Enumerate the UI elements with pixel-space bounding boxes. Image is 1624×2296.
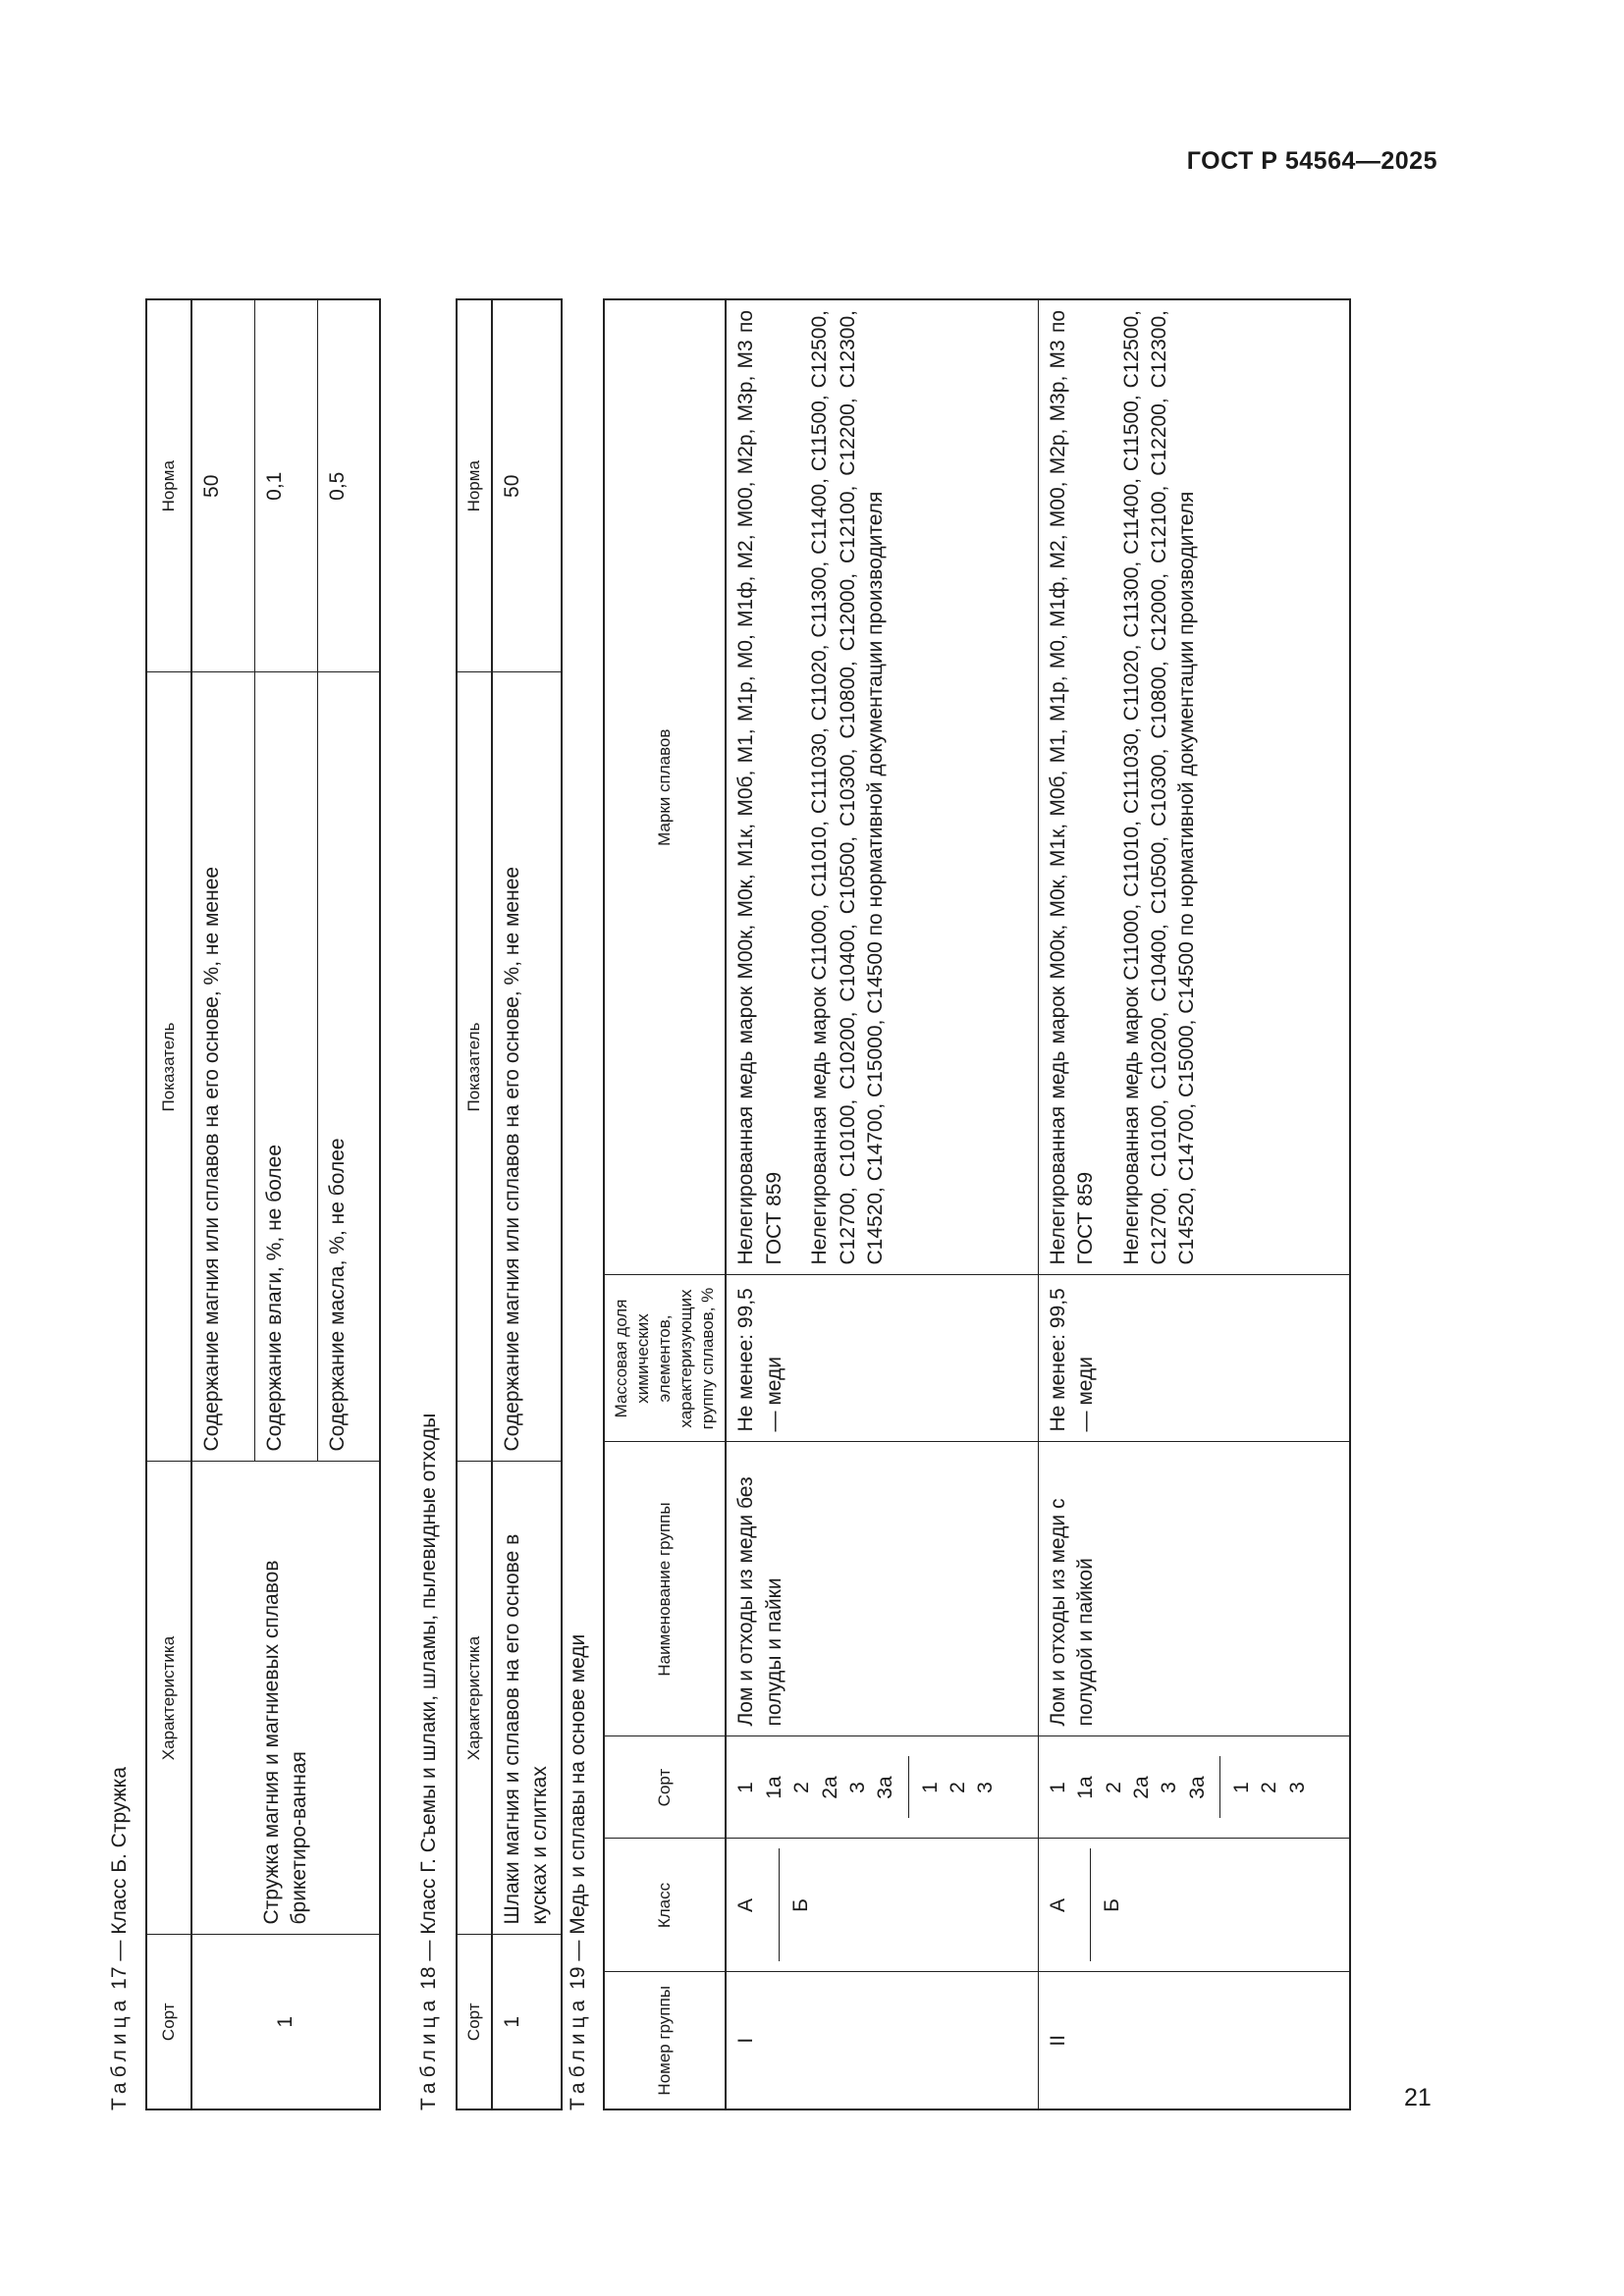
cell-sort: 1 xyxy=(191,1935,380,2109)
table-18-caption xyxy=(417,1414,441,2110)
header-characteristic: Характеристика xyxy=(146,1462,191,1935)
sort-item: 2 xyxy=(1102,1782,1125,1793)
header-mass-fraction: Массовая доля химических элементов, характеризующих группу сплавов, % xyxy=(604,1275,726,1442)
caption-text: 18 — Класс Г. Съемы и шлаки, шламы, пылевидные отходы xyxy=(417,1413,440,1990)
sort-item: 3 xyxy=(845,1782,869,1793)
cell-class xyxy=(726,1839,1038,1972)
document-code: ГОСТ Р 54564—2025 xyxy=(1186,147,1437,175)
header-norm: Норма xyxy=(457,299,492,672)
sort-item: 1 xyxy=(1046,1782,1069,1793)
sort-item: 3а xyxy=(1185,1776,1209,1799)
caption-text: 19 — Медь и сплавы на основе меди xyxy=(567,1633,589,1990)
cell-alloy-grades xyxy=(1038,299,1350,1275)
caption-text: 17 — Класс Б. Стружка xyxy=(108,1766,131,1990)
class-b: Б xyxy=(788,1898,812,1912)
header-indicator: Показатель xyxy=(146,672,191,1462)
header-sort: Сорт xyxy=(457,1935,492,2109)
header-group-number: Номер группы xyxy=(604,1972,726,2109)
cell-indicator: Содержание магния или сплавов на его основе, %, не менее xyxy=(492,672,562,1462)
sort-item: 2а xyxy=(1130,1776,1153,1799)
page-number: 21 xyxy=(1404,2084,1432,2111)
rotated-content xyxy=(108,226,1429,2110)
header-class: Класс xyxy=(604,1839,726,1972)
cell-sort xyxy=(1038,1736,1350,1839)
class-b: Б xyxy=(1101,1898,1124,1912)
sort-item: 1 xyxy=(1230,1782,1254,1793)
cell-norm: 0,5 xyxy=(317,299,380,672)
cell-sort: 1 xyxy=(492,1935,562,2109)
sort-item: 3а xyxy=(874,1776,897,1799)
caption-word: Таблица xyxy=(417,1995,440,2110)
grades-gost: Нелегированная медь марок М00к, М0к, М1к, М0б, М1, М1р, М0, М1ф, М2, М00, М2р, М3р, М3 по ГОСТ 859 xyxy=(734,310,785,1265)
cell-class xyxy=(1038,1839,1350,1972)
cell-indicator: Содержание влаги, %, не более xyxy=(254,672,317,1462)
class-divider xyxy=(1090,1849,1091,1962)
header-sort: Сорт xyxy=(146,1935,191,2109)
cell-indicator: Содержание магния или сплавов на его основе, %, не менее xyxy=(191,672,254,1462)
cell-norm: 50 xyxy=(191,299,254,672)
cell-mass-fraction: Не менее: 99,5 — меди xyxy=(726,1275,1038,1442)
cell-characteristic: Шлаки магния и сплавов на его основе в кусках и слитках xyxy=(492,1462,562,1935)
sort-item: 2 xyxy=(1258,1782,1281,1793)
sort-item: 2 xyxy=(790,1782,814,1793)
grades-manufacturer: Нелегированная медь марок С11000, С11010, С111030, С11020, С11300, С11400, С11500, С12500, С12700, С10100, С10200, С10400, С10500, С10300, С10800, С12000, С12100, С12200, С12300, С14520, С14700, С15000, С14500 по нормативной документации производителя xyxy=(1119,310,1199,1265)
cell-characteristic: Стружка магния и магниевых сплавов брикетиро-ванная xyxy=(191,1462,380,1935)
caption-word: Таблица xyxy=(108,1995,131,2110)
sort-item: 2 xyxy=(946,1782,969,1793)
table-row xyxy=(1038,299,1350,2109)
header-alloy-grades: Марки сплавов xyxy=(604,299,726,1275)
sort-divider xyxy=(908,1757,909,1819)
sort-item: 1а xyxy=(1074,1776,1098,1799)
header-sort: Сорт xyxy=(604,1736,726,1839)
table-18 xyxy=(456,298,563,2110)
cell-indicator: Содержание масла, %, не более xyxy=(317,672,380,1462)
sort-divider xyxy=(1219,1757,1220,1819)
class-a: А xyxy=(734,1898,758,1913)
sort-item: 2а xyxy=(818,1776,841,1799)
table-17-caption xyxy=(108,1767,132,2110)
cell-group-number: I xyxy=(726,1972,1038,2109)
table-19-caption xyxy=(567,1634,590,2110)
class-divider xyxy=(779,1849,780,1962)
sort-item: 3 xyxy=(974,1782,998,1793)
cell-norm: 0,1 xyxy=(254,299,317,672)
sort-item: 3 xyxy=(1285,1782,1309,1793)
grades-manufacturer: Нелегированная медь марок С11000, С11010, С111030, С11020, С11300, С11400, С11500, С12500, С12700, С10100, С10200, С10400, С10500, С10300, С10800, С12000, С12100, С12200, С12300, С14520, С14700, С15000, С14500 по нормативной документации производителя xyxy=(808,310,887,1265)
sort-item: 1 xyxy=(734,1782,758,1793)
grades-gost: Нелегированная медь марок М00к, М0к, М1к, М0б, М1, М1р, М0, М1ф, М2, М00, М2р, М3р, М3 по ГОСТ 859 xyxy=(1046,310,1098,1265)
sort-item: 1 xyxy=(918,1782,942,1793)
table-17 xyxy=(145,298,381,2110)
cell-group-number: II xyxy=(1038,1972,1350,2109)
cell-mass-fraction: Не менее: 99,5 — меди xyxy=(1038,1275,1350,1442)
sort-item: 1а xyxy=(762,1776,785,1799)
class-a: А xyxy=(1046,1898,1069,1913)
header-norm: Норма xyxy=(146,299,191,672)
cell-sort xyxy=(726,1736,1038,1839)
header-group-name: Наименование группы xyxy=(604,1442,726,1736)
cell-norm: 50 xyxy=(492,299,562,672)
cell-group-name: Лом и отходы из меди без полуды и пайки xyxy=(726,1442,1038,1736)
sort-item: 3 xyxy=(1158,1782,1181,1793)
table-19 xyxy=(603,298,1351,2110)
cell-alloy-grades xyxy=(726,299,1038,1275)
header-indicator: Показатель xyxy=(457,672,492,1462)
cell-group-name: Лом и отходы из меди с полудой и пайкой xyxy=(1038,1442,1350,1736)
table-row xyxy=(726,299,1038,2109)
header-characteristic: Характеристика xyxy=(457,1462,492,1935)
caption-word: Таблица xyxy=(567,1995,589,2110)
